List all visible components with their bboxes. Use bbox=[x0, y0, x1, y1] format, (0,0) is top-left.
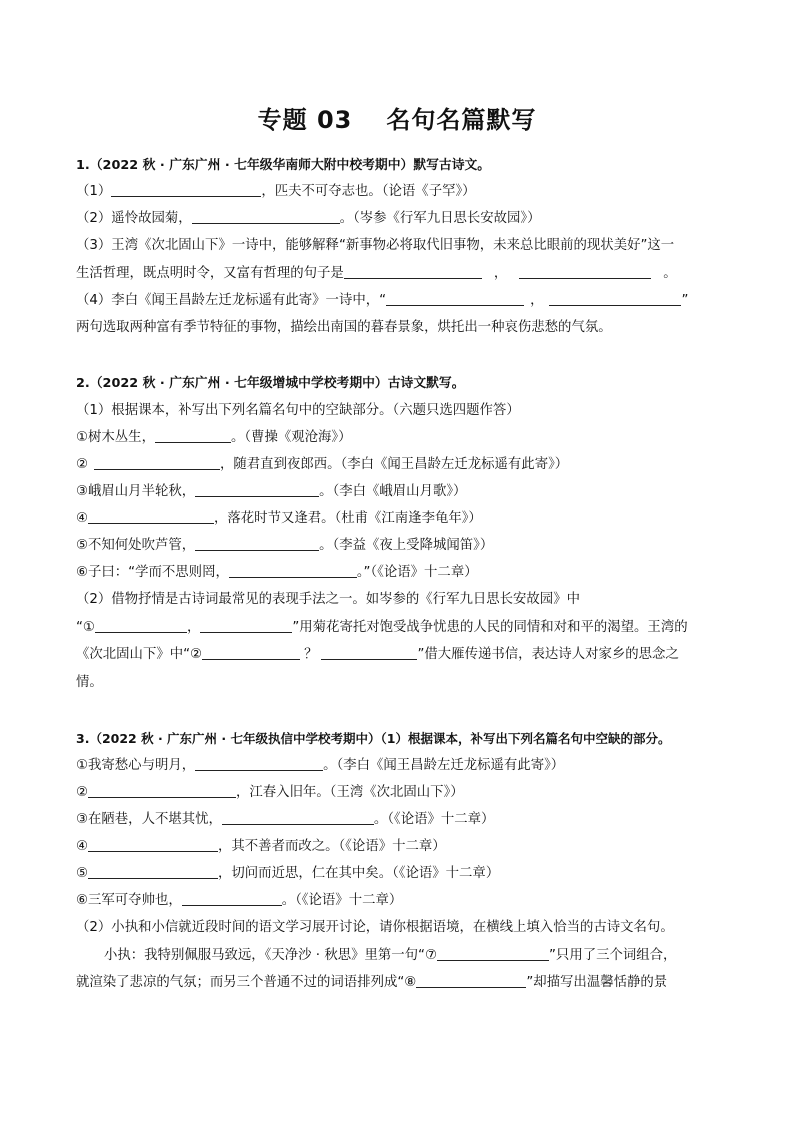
q3-heading: 3.（2022 秋 · 广东广州 · 七年级执信中学校考期中）（1）根据课本，补写出下列名篇名句中空缺的部分。 bbox=[76, 731, 671, 746]
q2-line-5: ④ ，落花时节又逢君。（杜甫《江南逢李龟年》） bbox=[76, 511, 482, 526]
q1-line-1: （1） ，匹夫不可夺志也。（论语《子罕》） bbox=[76, 184, 476, 199]
q1-heading: 1.（2022 秋 · 广东广州 · 七年级华南师大附中校考期中）默写古诗文。 bbox=[76, 158, 491, 173]
q2-heading: 2.（2022 秋 · 广东广州 · 七年级增城中学校考期中）古诗文默写。 bbox=[76, 376, 465, 391]
q2-line-2: ①树木丛生， 。（曹操《观沧海》） bbox=[76, 430, 352, 445]
q1-line-2: （2）遥怜故园菊， 。（岑参《行军九日思长安故园》） bbox=[76, 211, 541, 226]
q1-line-4: 生活哲理，既点明时令，又富有哲理的句子是 ， 。 bbox=[76, 266, 677, 281]
q2-line-4: ③峨眉山月半轮秋， 。（李白《峨眉山月歌》） bbox=[76, 484, 467, 499]
q2-line-11: 情。 bbox=[76, 675, 103, 690]
answer-blank[interactable] bbox=[88, 837, 218, 852]
answer-blank[interactable] bbox=[229, 563, 357, 578]
answer-blank[interactable] bbox=[321, 645, 417, 660]
answer-blank[interactable] bbox=[195, 756, 323, 771]
q1-line-5: （4）李白《闻王昌龄左迁龙标遥有此寄》一诗中，“ ， ” bbox=[76, 293, 689, 308]
title-text: 名句名篇默写 bbox=[386, 106, 537, 134]
q3-line-4: ④ ，其不善者而改之。（《论语》十二章） bbox=[76, 839, 446, 854]
q2-line-7: ⑥子曰：“学而不思则罔， 。”（《论语》十二章） bbox=[76, 565, 478, 580]
page-title bbox=[0, 100, 794, 135]
q2-line-9: “① ， ”用菊花寄托对饱受战争忧患的人民的同情和对和平的渴望。王湾的 bbox=[76, 620, 688, 635]
answer-blank[interactable] bbox=[192, 209, 340, 224]
q2-line-10: 《次北固山下》中“② ？ ”借大雁传递书信，表达诗人对家乡的思念之 bbox=[76, 647, 679, 662]
answer-blank[interactable] bbox=[519, 264, 651, 279]
q3-line-9: 就渲染了悲凉的气氛；而另三个普通不过的词语排列成“⑧ ”却描写出温馨恬静的景 bbox=[76, 975, 668, 990]
answer-blank[interactable] bbox=[88, 509, 214, 524]
q3-line-8: 小执：我特别佩服马致远，《天净沙 · 秋思》里第一句“⑦ ”只用了三个词组合， bbox=[104, 948, 677, 963]
title-number: 专题 03 bbox=[257, 106, 353, 134]
answer-blank[interactable] bbox=[111, 182, 261, 197]
answer-blank[interactable] bbox=[195, 482, 319, 497]
q3-line-6: ⑥三军可夺帅也， 。（《论语》十二章） bbox=[76, 893, 403, 908]
answer-blank[interactable] bbox=[195, 536, 319, 551]
q3-line-3: ③在陋巷，人不堪其忧， 。（《论语》十二章） bbox=[76, 812, 495, 827]
q3-line-2: ② ，江春入旧年。（王湾《次北固山下》） bbox=[76, 785, 464, 800]
answer-blank[interactable] bbox=[155, 428, 231, 443]
answer-blank[interactable] bbox=[386, 291, 524, 306]
q2-line-3: ② ，随君直到夜郎西。（李白《闻王昌龄左迁龙标遥有此寄》） bbox=[76, 457, 569, 472]
q2-line-6: ⑤不知何处吹芦管， 。（李益《夜上受降城闻笛》） bbox=[76, 538, 494, 553]
answer-blank[interactable] bbox=[416, 973, 526, 988]
q1-line-3: （3）王湾《次北固山下》一诗中，能够解释“新事物必将取代旧事物，未来总比眼前的现状美好”这一 bbox=[76, 238, 675, 253]
answer-blank[interactable] bbox=[88, 864, 218, 879]
answer-blank[interactable] bbox=[200, 618, 292, 633]
answer-blank[interactable] bbox=[88, 783, 236, 798]
answer-blank[interactable] bbox=[95, 618, 187, 633]
q2-line-1: （1）根据课本，补写出下列名篇名句中的空缺部分。（六题只选四题作答） bbox=[76, 403, 520, 418]
answer-blank[interactable] bbox=[437, 946, 549, 961]
q3-line-5: ⑤ ，切问而近思，仁在其中矣。（《论语》十二章） bbox=[76, 866, 500, 881]
answer-blank[interactable] bbox=[222, 810, 374, 825]
answer-blank[interactable] bbox=[549, 291, 681, 306]
answer-blank[interactable] bbox=[94, 455, 220, 470]
q3-line-1: ①我寄愁心与明月， 。（李白《闻王昌龄左迁龙标遥有此寄》） bbox=[76, 758, 565, 773]
answer-blank[interactable] bbox=[182, 891, 282, 906]
answer-blank[interactable] bbox=[202, 645, 300, 660]
q2-line-8: （2）借物抒情是古诗词最常见的表现手法之一。如岑参的《行军九日思长安故园》中 bbox=[76, 592, 580, 607]
q1-line-6: 两句选取两种富有季节特征的事物，描绘出南国的暮春景象，烘托出一种哀伤悲愁的气氛。 bbox=[76, 320, 612, 335]
answer-blank[interactable] bbox=[344, 264, 482, 279]
q3-line-7: （2）小执和小信就近段时间的语文学习展开讨论，请你根据语境，在横线上填入恰当的古诗文名句。 bbox=[76, 920, 674, 935]
